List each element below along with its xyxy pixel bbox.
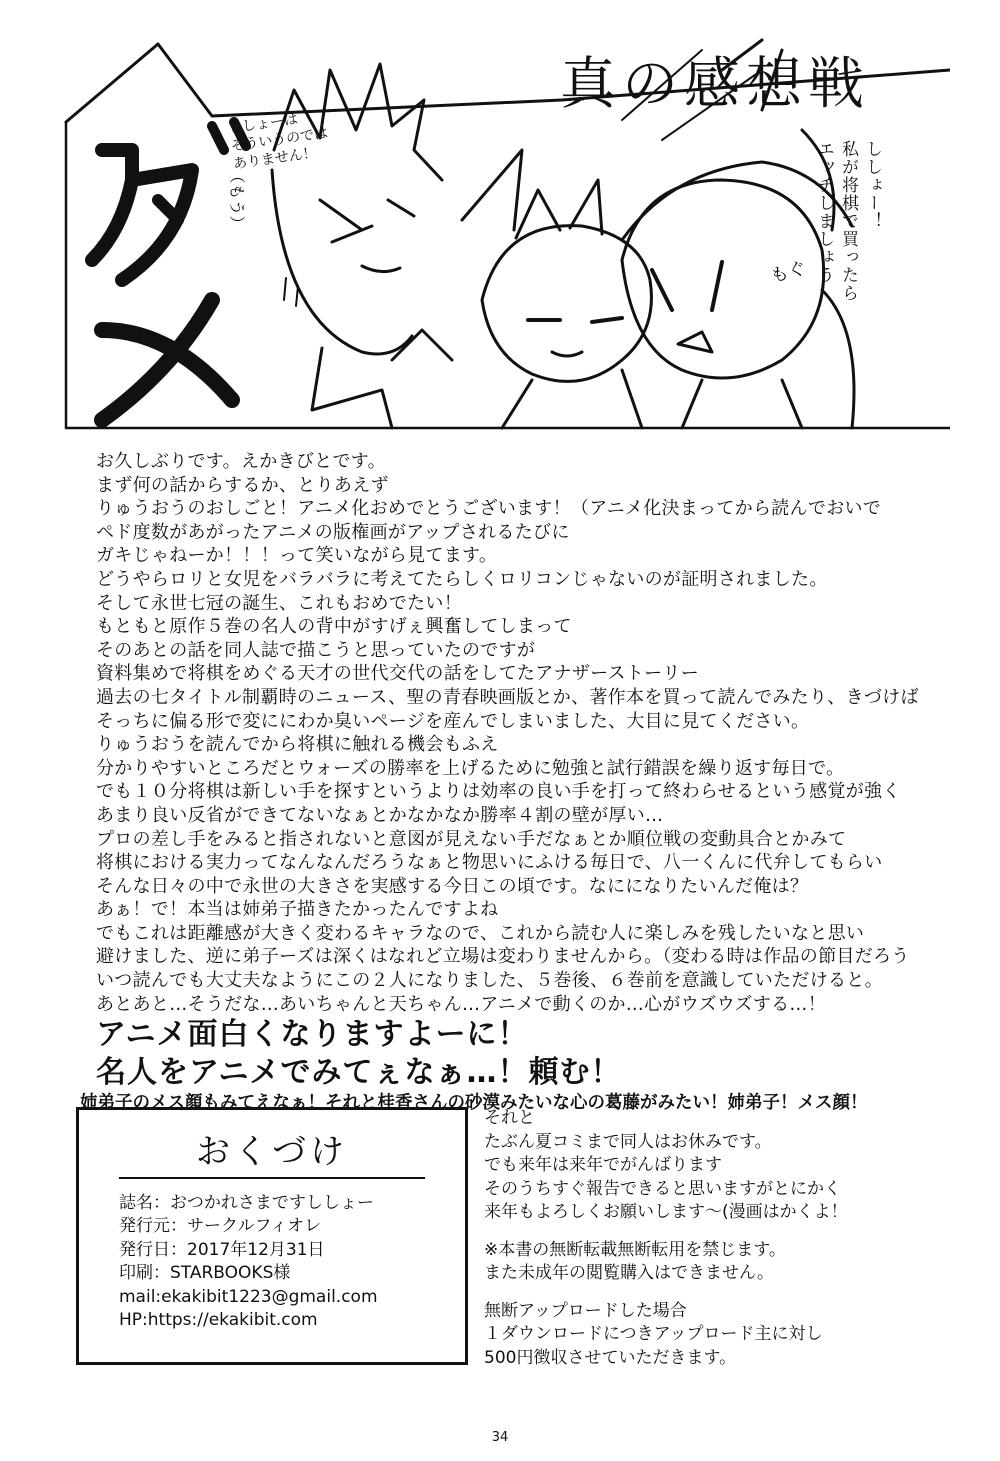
age-notice: また未成年の閲覧購入はできません。 <box>484 1263 775 1283</box>
closing-notes <box>484 1107 954 1370</box>
body-line: あとあと…そうだな…あいちゃんと天ちゃん…アニメで動くのか…心がウズウズする…！ <box>96 993 827 1015</box>
body-line: あぁ！で！本当は姉弟子描きたかったんですよね <box>96 899 499 921</box>
body-line: あまり良い反省ができてないなぁとかなかなか勝率４割の壁が厚い… <box>96 804 664 826</box>
note-line: そのうちすぐ報告できると思いますがとにかく <box>484 1178 841 1199</box>
body-line: そんな日々の中で永世の大きさを実感する今日この頃です。なにになりたいんだ俺は？ <box>96 875 809 897</box>
emphasis-line: アニメ面白くなりますよーに！ <box>96 1017 529 1053</box>
colophon-item: 発行元：サークルフィオレ <box>119 1216 322 1237</box>
emphasis-subline: 姉弟子のメス顔もみてえなぁ！それと桂香さんの砂漠みたいな心の葛藤がみたい！姉弟子！メス顔！ <box>80 1093 868 1114</box>
afterword-body <box>80 450 956 1114</box>
page-number: 34 <box>491 1430 509 1445</box>
upload-notice: 500円徴収させていただきます。 <box>484 1347 737 1368</box>
colophon-item: 印刷：STARBOOKS様 <box>119 1263 291 1284</box>
sound-effect-text-2: もぐ <box>768 257 809 288</box>
colophon-email: mail:ekakibit1223@gmail.com <box>119 1286 378 1307</box>
body-line: ペド度数があがったアニメの版権画がアップされるたびに <box>96 521 570 543</box>
emphasis-line: 名人をアニメでみてぇなぁ…！頼む！ <box>96 1055 622 1091</box>
speech-bubble-text: ししょー！ 私が将棋で買ったら エッチしましょう <box>814 140 882 302</box>
body-line: 分かりやすいところだとウォーズの勝率を上げるために勉強と試行錯誤を繰り返す毎日で。 <box>96 757 845 779</box>
body-line: りゅうおうを読んでから将棋に触れる機会もふえ <box>96 734 499 756</box>
colophon-title: おくづけ <box>196 1132 348 1172</box>
note-line: でも来年は来年でがんばります <box>484 1155 722 1175</box>
note-line: 来年もよろしくお願いします〜(漫画はかくよ！ <box>484 1202 848 1222</box>
body-line: いつ読んでも大丈夫なようにこの２人になりました、５巻後、６巻前を意識していただけると。 <box>96 970 883 992</box>
body-line: りゅうおうのおしごと！アニメ化おめでとうございます！（アニメ化決まってから読んでおいで <box>96 498 882 520</box>
body-line: もともと原作５巻の名人の背中がすげぇ興奮してしまって <box>96 616 572 638</box>
body-line: そっちに偏る形で変ににわか臭いページを産んでしまいました、大目に見てください。 <box>96 710 810 732</box>
upload-notice: １ダウンロードにつきアップロード主に対し <box>484 1324 823 1344</box>
colophon-divider <box>119 1177 425 1179</box>
body-line: でもこれは距離感が大きく変わるキャラなので、これから読む人に楽しみを残したいなと思い <box>96 922 865 944</box>
colophon-homepage: HP:https://ekakibit.com <box>119 1310 318 1331</box>
body-line: そのあとの話を同人誌で描こうと思っていたのですが <box>96 639 536 661</box>
note-line: それと <box>484 1108 535 1128</box>
colophon-list <box>119 1192 459 1332</box>
body-line: 避けました、逆に弟子ーズは深くはなれど立場は変わりませんから。（変わる時は作品の節目だろう <box>96 946 910 968</box>
body-line: プロの差し手をみると指されないと意図が見えない手だなぁとか順位戦の変動具合とかみて <box>96 828 847 850</box>
body-line: 過去の七タイトル制覇時のニュース、聖の青春映画版とか、著作本を買って読んでみたり、きづけば <box>96 686 919 708</box>
body-line: ガキじゃねーか！！！って笑いながら見てます。 <box>96 545 498 567</box>
colophon-item: 誌名：おつかれさまですししょー <box>119 1193 374 1213</box>
body-line: 資料集めで将棋をめぐる天才の世代交代の話をしてたアナザーストーリー <box>96 663 699 685</box>
body-line: 将棋における実力ってなんなんだろうなぁと物思いにふける毎日で、八一くんに代弁してもらい <box>96 852 883 874</box>
sound-effect-text: （もう） <box>227 167 247 232</box>
note-line: たぶん夏コミまで同人はお休みです。 <box>484 1131 772 1152</box>
body-line: どうやらロリと女児をバラバラに考えてたらしくロリコンじゃないのが証明されました。 <box>96 568 828 590</box>
body-line: そして永世七冠の誕生、これもおめでたい！ <box>96 592 462 614</box>
copyright-notice: ※本書の無断転載無断転用を禁じます。 <box>484 1239 786 1260</box>
colophon-item: 発行日：2017年12月31日 <box>119 1239 325 1260</box>
body-line: まず何の話からするか、とりあえず <box>96 474 389 496</box>
colophon-box <box>76 1107 468 1365</box>
body-line: でも１０分将棋は新しい手を探すというよりは効率の良い手を打って終わらせるという感覚が強く <box>96 781 901 803</box>
handwritten-note: ししょーは そういうのでは ありません！ <box>227 111 329 173</box>
upload-notice: 無断アップロードした場合 <box>484 1300 687 1321</box>
body-line: お久しぶりです。えかきびとです。 <box>96 451 386 472</box>
illustration-title: 真の感想戦 <box>560 52 870 117</box>
